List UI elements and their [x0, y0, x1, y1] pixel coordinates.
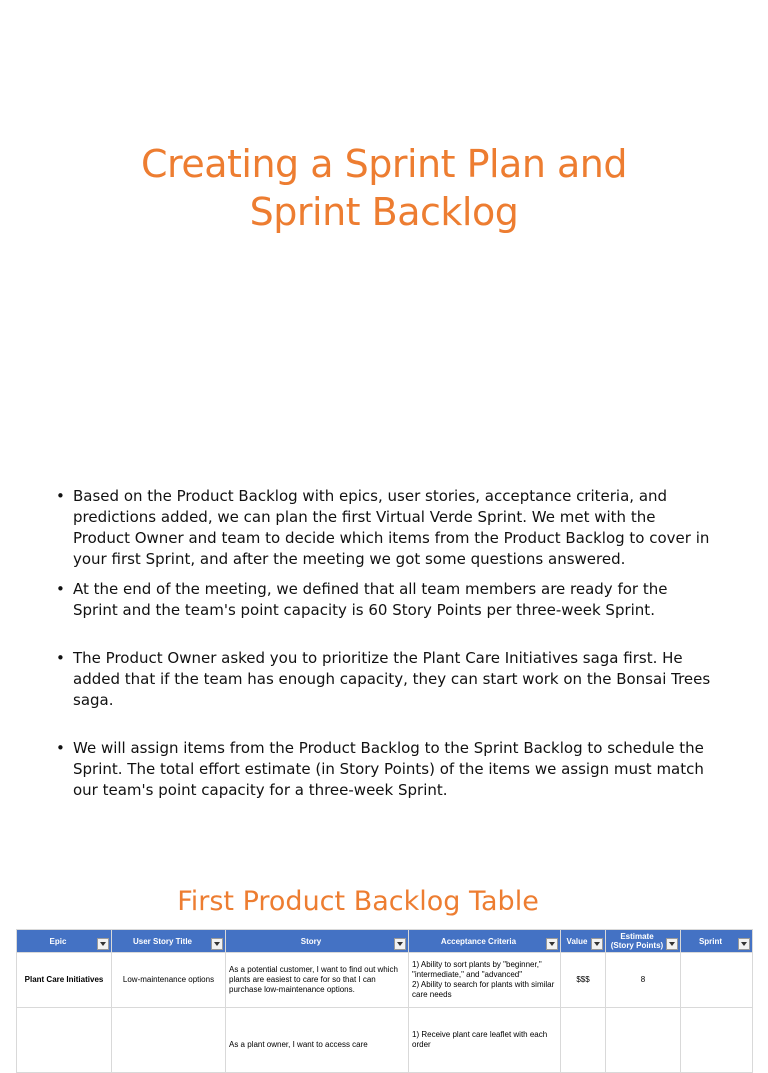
bullet-item: • At the end of the meeting, we defined that all team members are ready for the Sprint and the team's point capacity is 60 Story Points per three-week Sprint. [56, 579, 716, 621]
cell-title [112, 1008, 226, 1073]
filter-dropdown-icon[interactable] [546, 938, 558, 950]
title-line-2: Sprint Backlog [249, 190, 519, 234]
cell-criteria: 1) Receive plant care leaflet with each order [409, 1008, 561, 1073]
cell-sprint [681, 953, 753, 1008]
column-header-story: Story [226, 930, 409, 953]
cell-story: As a potential customer, I want to find out which plants are easiest to care for so that I can purchase low-maintenance options. [226, 953, 409, 1008]
column-header-sprint: Sprint [681, 930, 753, 953]
table-title: First Product Backlog Table [177, 886, 539, 917]
table-row [17, 953, 753, 1008]
column-header-user-story-title: User Story Title [112, 930, 226, 953]
cell-title: Low-maintenance options [112, 953, 226, 1008]
cell-estimate: 8 [606, 953, 681, 1008]
column-header-epic: Epic [17, 930, 112, 953]
column-header-acceptance-criteria: Acceptance Criteria [409, 930, 561, 953]
backlog-table [16, 929, 753, 1073]
filter-dropdown-icon[interactable] [666, 938, 678, 950]
filter-dropdown-icon[interactable] [97, 938, 109, 950]
table-row [17, 1008, 753, 1073]
bullet-item: • Based on the Product Backlog with epics, user stories, acceptance criteria, and predictions added, we can plan the first Virtual Verde Sprint. We met with the Product Owner and team to decide which items from the Product Backlog to cover in your first Sprint, and after the meeting we got some questions answered. [56, 486, 716, 570]
filter-dropdown-icon[interactable] [591, 938, 603, 950]
page-title [0, 140, 768, 236]
cell-estimate [606, 1008, 681, 1073]
title-line-1: Creating a Sprint Plan and [141, 142, 627, 186]
cell-value: $$$ [561, 953, 606, 1008]
bullet-item: • We will assign items from the Product Backlog to the Sprint Backlog to schedule the Sprint. The total effort estimate (in Story Points) of the items we assign must match our team's point capacity for a three-week Sprint. [56, 738, 716, 801]
table-header-row [17, 930, 753, 953]
column-header-value: Value [561, 930, 606, 953]
cell-epic: Plant Care Initiatives [17, 953, 112, 1008]
filter-dropdown-icon[interactable] [394, 938, 406, 950]
bullet-item: • The Product Owner asked you to prioritize the Plant Care Initiatives saga first. He added that if the team has enough capacity, they can start work on the Bonsai Trees saga. [56, 648, 716, 711]
column-header-estimate: Estimate (Story Points) [606, 930, 681, 953]
cell-story: As a plant owner, I want to access care [226, 1008, 409, 1073]
cell-criteria: 1) Ability to sort plants by "beginner," "intermediate," and "advanced" 2) Ability to search for plants with similar care needs [409, 953, 561, 1008]
cell-value [561, 1008, 606, 1073]
filter-dropdown-icon[interactable] [211, 938, 223, 950]
cell-sprint [681, 1008, 753, 1073]
bullet-list [56, 486, 716, 801]
filter-dropdown-icon[interactable] [738, 938, 750, 950]
cell-epic [17, 1008, 112, 1073]
